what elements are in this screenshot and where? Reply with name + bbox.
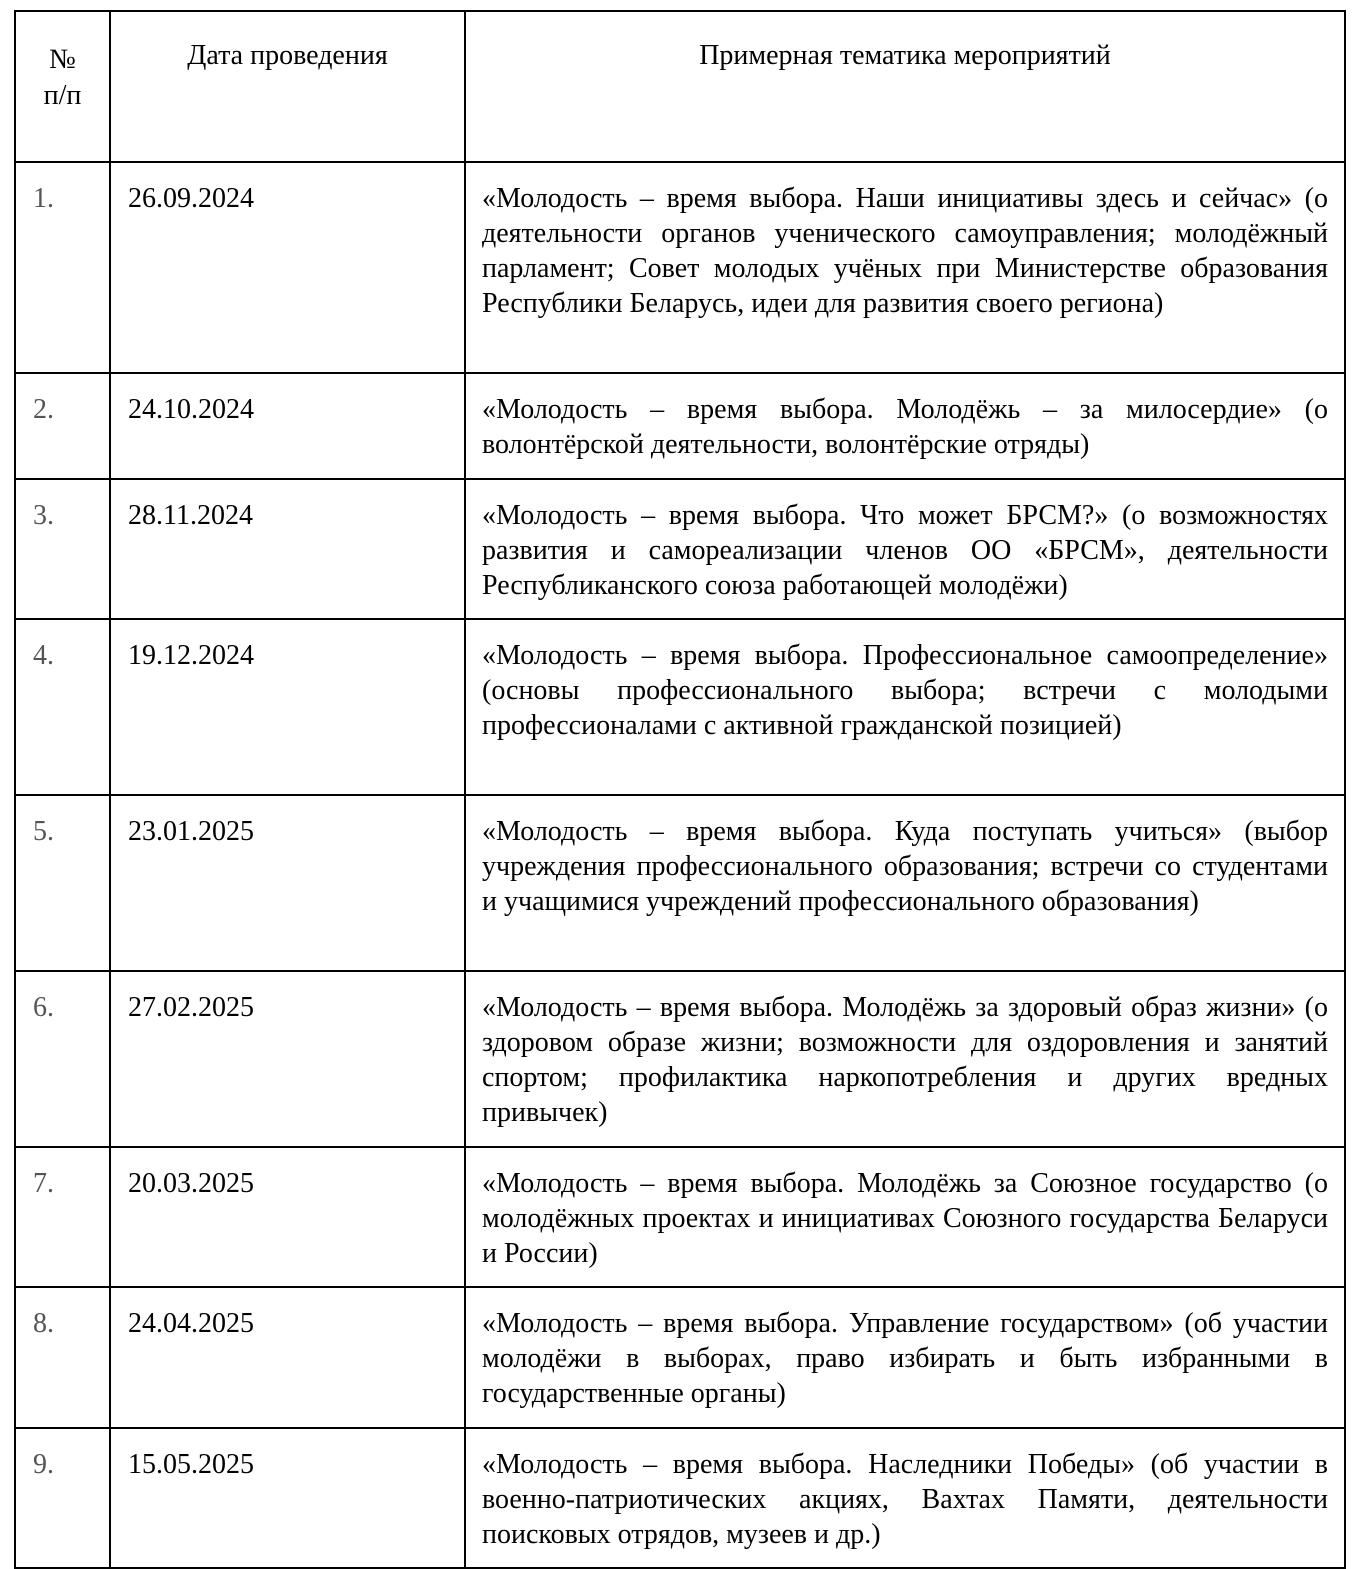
table-row bbox=[15, 1287, 1345, 1428]
row-date: 23.01.2025 bbox=[110, 795, 465, 971]
header-number-sub: п/п bbox=[43, 80, 82, 111]
table-row bbox=[15, 162, 1345, 373]
row-topic: «Молодость – время выбора. Куда поступать учиться» (выбор учреждения профессионального образования; встречи со студентами и учащимися учреждений профессионального образования) bbox=[465, 795, 1345, 971]
row-date: 28.11.2024 bbox=[110, 479, 465, 619]
row-topic: «Молодость – время выбора. Молодёжь – за милосердие» (о волонтёрской деятельности, волонтёрские отряды) bbox=[465, 373, 1345, 479]
row-number: 8. bbox=[15, 1287, 110, 1428]
header-date: Дата проведения bbox=[110, 11, 465, 162]
row-date: 24.10.2024 bbox=[110, 373, 465, 479]
row-topic: «Молодость – время выбора. Что может БРСМ?» (о возможностях развития и самореализации членов ОО «БРСМ», деятельности Республиканского союза работающей молодёжи) bbox=[465, 479, 1345, 619]
row-date: 20.03.2025 bbox=[110, 1147, 465, 1287]
table-row bbox=[15, 479, 1345, 619]
header-topic: Примерная тематика мероприятий bbox=[465, 11, 1345, 162]
row-number: 2. bbox=[15, 373, 110, 479]
row-topic: «Молодость – время выбора. Молодёжь за Союзное государство (о молодёжных проектах и инициативах Союзного государства Беларуси и России) bbox=[465, 1147, 1345, 1287]
row-topic: «Молодость – время выбора. Молодёжь за здоровый образ жизни» (о здоровом образе жизни; возможности для оздоровления и занятий спортом; профилактика наркопотребления и других вредных привычек) bbox=[465, 971, 1345, 1147]
row-date: 27.02.2025 bbox=[110, 971, 465, 1147]
row-number: 9. bbox=[15, 1428, 110, 1568]
header-number bbox=[15, 11, 110, 162]
row-topic: «Молодость – время выбора. Наследники Победы» (об участии в военно-патриотических акциях, Вахтах Памяти, деятельности поисковых отрядов, музеев и др.) bbox=[465, 1428, 1345, 1568]
table-row bbox=[15, 1147, 1345, 1287]
row-topic: «Молодость – время выбора. Управление государством» (об участии молодёжи в выборах, право избирать и быть избранными в государственные органы) bbox=[465, 1287, 1345, 1428]
row-date: 19.12.2024 bbox=[110, 619, 465, 795]
table-row bbox=[15, 971, 1345, 1147]
row-date: 24.04.2025 bbox=[110, 1287, 465, 1428]
row-number: 4. bbox=[15, 619, 110, 795]
table-row bbox=[15, 1428, 1345, 1568]
row-date: 26.09.2024 bbox=[110, 162, 465, 373]
row-topic: «Молодость – время выбора. Профессиональное самоопределение» (основы профессионального выбора; встречи с молодыми профессионалами с активной гражданской позицией) bbox=[465, 619, 1345, 795]
row-number: 7. bbox=[15, 1147, 110, 1287]
table-row bbox=[15, 373, 1345, 479]
row-number: 1. bbox=[15, 162, 110, 373]
header-row bbox=[15, 11, 1345, 162]
row-date: 15.05.2025 bbox=[110, 1428, 465, 1568]
table-row bbox=[15, 795, 1345, 971]
events-table bbox=[14, 10, 1346, 1569]
row-topic: «Молодость – время выбора. Наши инициативы здесь и сейчас» (о деятельности органов ученического самоуправления; молодёжный парламент; Совет молодых учёных при Министерстве образования Республики Беларусь, идеи для развития своего региона) bbox=[465, 162, 1345, 373]
row-number: 5. bbox=[15, 795, 110, 971]
header-number-symbol: № bbox=[49, 44, 76, 75]
table-row bbox=[15, 619, 1345, 795]
row-number: 3. bbox=[15, 479, 110, 619]
row-number: 6. bbox=[15, 971, 110, 1147]
